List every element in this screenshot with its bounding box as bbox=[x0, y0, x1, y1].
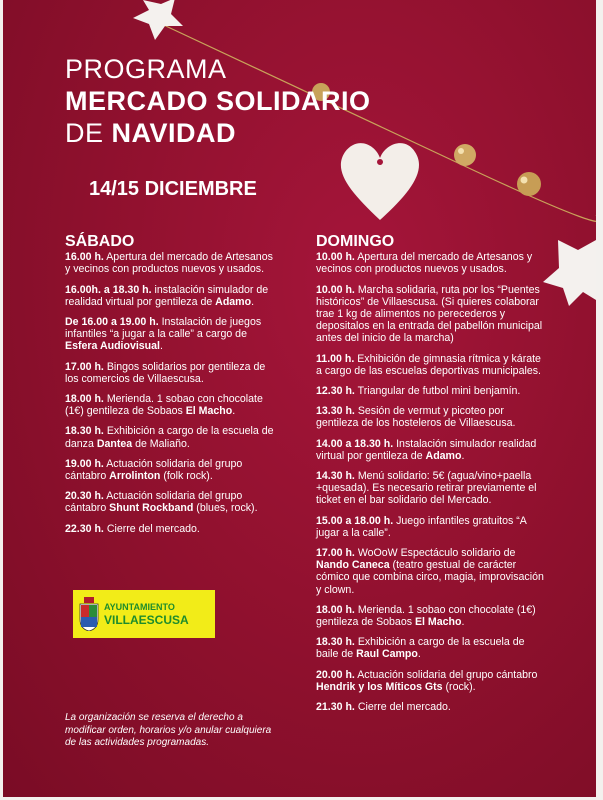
event-description-tail: . bbox=[251, 295, 255, 308]
event-description: Actuación solidaria del grupo cántabro bbox=[354, 668, 538, 681]
event-description-tail: . bbox=[417, 648, 421, 661]
event-description: Bingos solidarios por gentileza de los comercios de Villaescusa. bbox=[65, 360, 266, 385]
title-line-2: MERCADO SOLIDARIO bbox=[65, 86, 371, 116]
event-description: Instalación simulador realidad virtual por gentileza de bbox=[316, 437, 537, 462]
event-item bbox=[316, 284, 548, 345]
event-highlight: Hendrik y los Míticos Gts bbox=[316, 680, 443, 693]
event-description: Cierre del mercado. bbox=[103, 522, 200, 535]
event-description-tail: (blues, rock). bbox=[193, 502, 258, 515]
event-item bbox=[316, 385, 548, 397]
event-item bbox=[316, 636, 548, 660]
event-item bbox=[65, 490, 281, 514]
event-description: Marcha solidaria, ruta por los “Puentes históricos” de Villaescusa. (Si quieres colaborar trae 1 kg de alimentos no perecederos y depositalos en la entrada del pabellón municipal antes del inicio de la marcha) bbox=[316, 283, 543, 345]
event-description-tail: (folk rock). bbox=[160, 470, 213, 483]
event-item bbox=[316, 547, 548, 596]
event-item bbox=[316, 470, 548, 507]
event-time: 15.00 a 18.00 h. bbox=[316, 514, 394, 527]
event-dates: 14/15 DICIEMBRE bbox=[89, 178, 257, 200]
event-highlight: Adamo bbox=[215, 295, 252, 308]
event-item bbox=[316, 669, 548, 693]
event-description-tail: . bbox=[159, 340, 163, 353]
event-description: Cierre del mercado. bbox=[354, 701, 451, 714]
event-description: Apertura del mercado de Artesanos y vecinos con productos nuevos y usados. bbox=[316, 251, 533, 276]
event-description: Exhibición a cargo de la escuela de danza bbox=[65, 425, 274, 450]
event-description: instalación simulador de realidad virtual por gentileza de bbox=[65, 283, 269, 308]
event-description: Sesión de vermut y picoteo por gentileza de los hosteleros de Villaescusa. bbox=[316, 405, 516, 430]
event-item bbox=[65, 458, 281, 482]
event-time: 18.30 h. bbox=[316, 636, 355, 649]
event-item bbox=[65, 251, 281, 275]
event-description-tail: . bbox=[232, 405, 236, 418]
saturday-heading: SÁBADO bbox=[65, 233, 135, 250]
star-ornament-icon bbox=[543, 240, 596, 306]
event-item bbox=[65, 393, 281, 417]
event-time: 16.00 h. bbox=[65, 251, 104, 264]
event-highlight: Adamo bbox=[425, 449, 462, 462]
event-description: WoOoW Espectáculo solidario de bbox=[354, 547, 516, 560]
event-description: Exhibición de gimnasia rítmica y kárate a cargo de las escuelas deportivas municipales. bbox=[316, 352, 541, 377]
poster bbox=[3, 0, 596, 797]
event-highlight: Esfera Audiovisual bbox=[65, 340, 160, 353]
event-highlight: Shunt Rockband bbox=[109, 502, 194, 515]
event-time: 14.30 h. bbox=[316, 470, 355, 483]
event-item bbox=[316, 405, 548, 429]
heart-ornament-icon bbox=[341, 143, 419, 220]
coat-of-arms-icon bbox=[79, 597, 99, 631]
event-highlight: Dantea bbox=[96, 437, 133, 450]
event-time: 10.00 h. bbox=[316, 283, 355, 296]
event-item bbox=[316, 353, 548, 377]
event-item bbox=[316, 701, 548, 713]
saturday-events bbox=[65, 251, 281, 535]
event-item bbox=[65, 316, 281, 353]
event-item bbox=[65, 361, 281, 385]
sunday-heading: DOMINGO bbox=[316, 233, 395, 250]
saturday-column bbox=[65, 233, 281, 543]
event-time: 11.00 h. bbox=[316, 352, 355, 365]
event-item bbox=[316, 515, 548, 539]
event-time: 21.30 h. bbox=[316, 701, 355, 714]
event-description: Exhibición a cargo de la escuela de baile de bbox=[316, 636, 525, 661]
event-time: 20.30 h. bbox=[65, 490, 104, 503]
title-line-1: PROGRAMA bbox=[65, 54, 227, 84]
event-time: 22.30 h. bbox=[65, 522, 104, 535]
bell-icon bbox=[454, 144, 476, 166]
event-description-tail: (rock). bbox=[442, 680, 476, 693]
logo-line-2: VILLAESCUSA bbox=[104, 613, 189, 627]
event-description-tail: (teatro gestual de carácter cómico que combina circo, magia, improvisación y clown. bbox=[316, 559, 544, 596]
event-time: 20.00 h. bbox=[316, 668, 355, 681]
event-description: Triangular de futbol mini benjamín. bbox=[354, 385, 521, 398]
event-time: 16.00h. a 18.30 h. bbox=[65, 283, 152, 296]
event-item bbox=[316, 438, 548, 462]
event-description: Actuación solidaria del grupo cántabro bbox=[65, 490, 243, 515]
event-item bbox=[316, 604, 548, 628]
event-item bbox=[65, 425, 281, 449]
title-line-3-prefix: DE bbox=[65, 118, 104, 148]
event-description: Merienda. 1 sobao con chocolate (1€) gentileza de Sobaos bbox=[65, 393, 263, 418]
event-item bbox=[65, 523, 281, 535]
event-highlight: Arrolinton bbox=[109, 470, 161, 483]
star-ornament-icon bbox=[133, 0, 183, 40]
bell-icon bbox=[517, 172, 541, 196]
event-highlight: Nando Caneca bbox=[316, 559, 390, 572]
title-line-3-bold: NAVIDAD bbox=[111, 118, 237, 148]
event-item bbox=[316, 251, 548, 275]
event-highlight: Raul Campo bbox=[356, 648, 418, 661]
event-time: 17.00 h. bbox=[316, 547, 355, 560]
event-highlight: El Macho bbox=[185, 405, 233, 418]
event-description: Actuación solidaria del grupo cántabro bbox=[65, 457, 243, 483]
event-time: 10.00 h. bbox=[316, 251, 355, 264]
town-hall-logo bbox=[73, 590, 215, 638]
title-line-3 bbox=[65, 118, 236, 149]
event-time: 18.00 h. bbox=[316, 603, 355, 616]
event-highlight: El Macho bbox=[414, 616, 462, 629]
event-time: 18.00 h. bbox=[65, 393, 104, 406]
event-description: Merienda. 1 sobao con chocolate (1€) gentileza de Sobaos bbox=[316, 603, 536, 629]
event-time: 13.30 h. bbox=[316, 405, 355, 418]
event-time: 18.30 h. bbox=[65, 425, 104, 438]
event-time: 17.00 h. bbox=[65, 360, 104, 373]
event-description: Juego infantiles gratuitos “A jugar a la calle”. bbox=[316, 514, 527, 539]
event-description-tail: . bbox=[461, 449, 465, 462]
logo-line-1: AYUNTAMIENTO bbox=[104, 602, 175, 612]
event-time: 19.00 h. bbox=[65, 457, 104, 470]
logo-text bbox=[104, 601, 189, 627]
event-item bbox=[65, 284, 281, 308]
event-time: 12.30 h. bbox=[316, 385, 355, 398]
sunday-events bbox=[316, 251, 548, 713]
event-time: 14.00 a 18.30 h. bbox=[316, 437, 394, 450]
event-description: Menú solidario: 5€ (agua/vino+paella +quesada). Es necesario retirar previamente el ticket en el bar solidario del Mercado. bbox=[316, 470, 537, 507]
disclaimer: La organización se reserva el derecho a modificar orden, horarios y/o anular cualquiera de las actividades programadas. bbox=[65, 712, 272, 748]
event-description-tail: de Maliaño. bbox=[132, 437, 190, 450]
event-description: Instalación de juegos infantiles “a jugar a la calle” a cargo de bbox=[65, 316, 262, 341]
event-description-tail: . bbox=[461, 616, 465, 629]
event-description: Apertura del mercado de Artesanos y vecinos con productos nuevos y usados. bbox=[65, 251, 273, 276]
sunday-column bbox=[316, 233, 548, 721]
event-time: De 16.00 a 19.00 h. bbox=[65, 316, 159, 329]
